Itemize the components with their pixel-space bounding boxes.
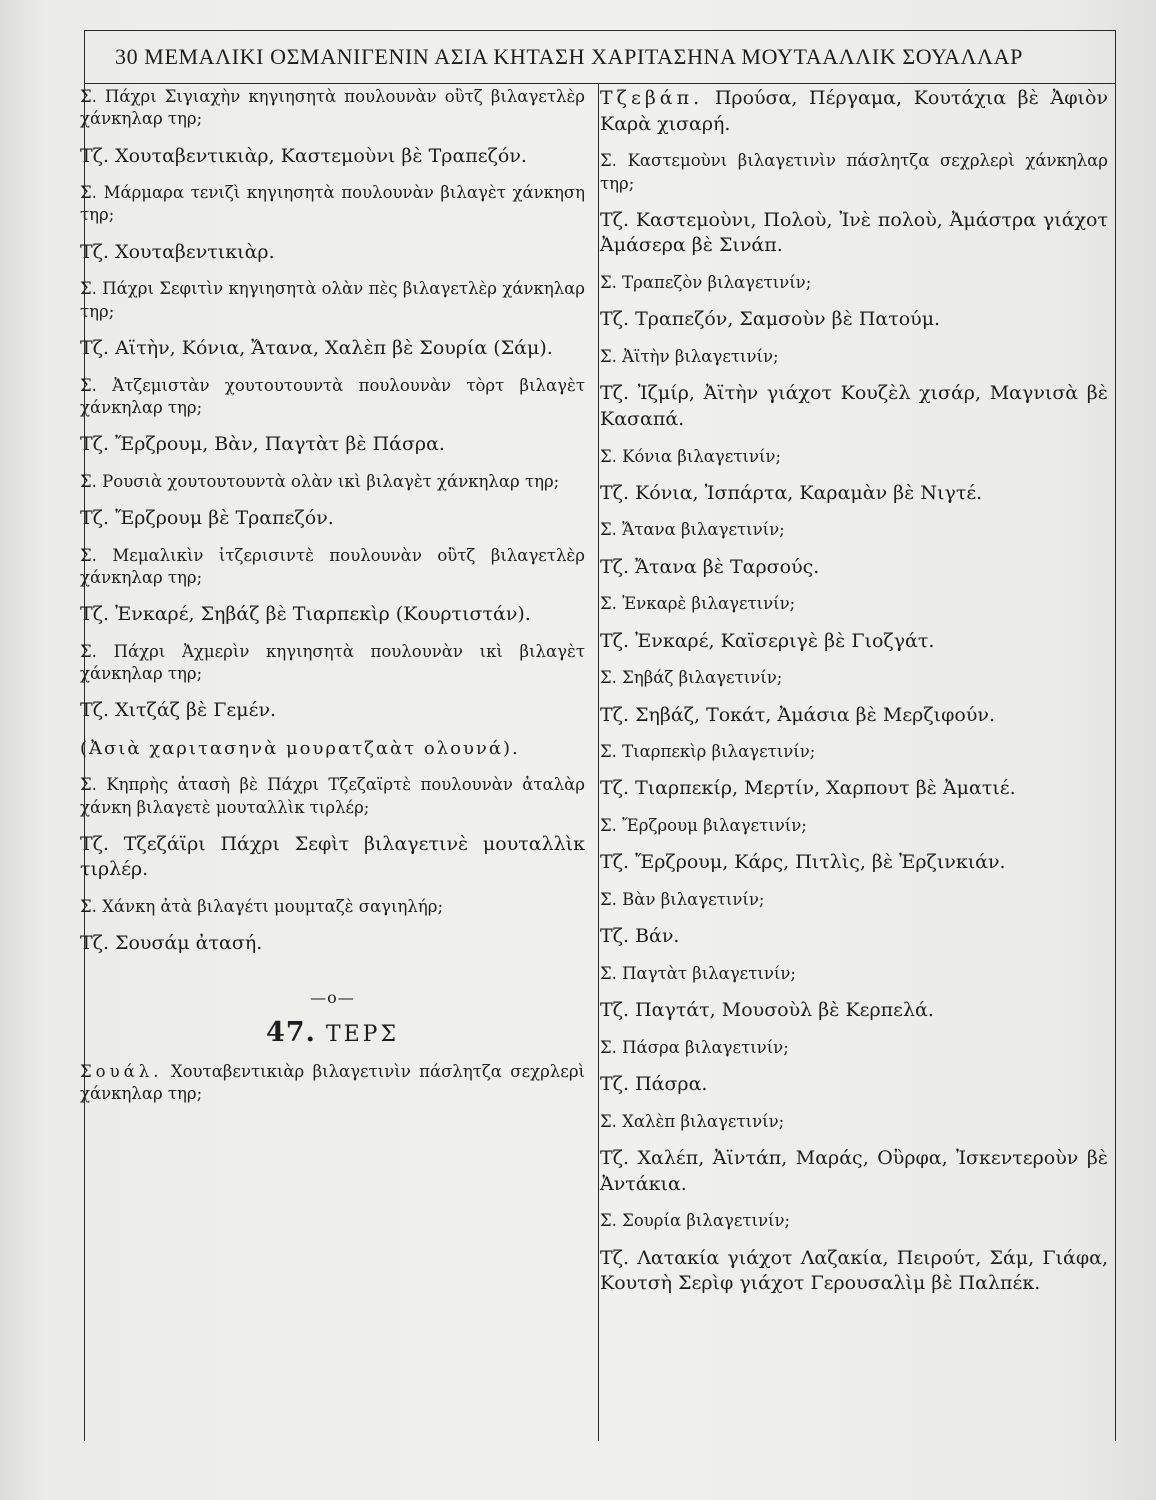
section-title: ΤΕΡΣ (325, 1021, 400, 1047)
answer-entry (600, 481, 1108, 507)
left-column (80, 86, 585, 1119)
question-label: Σ. (80, 87, 97, 106)
answer-text: Παγτάτ, Μουσοὺλ βὲ Κερπελά. (635, 999, 934, 1022)
question-label: Σ. (600, 347, 617, 366)
question-entry (80, 375, 585, 420)
answer-text: Σηβάζ, Τοκάτ, Ἀμάσια βὲ Μερζιφούν. (635, 703, 995, 726)
answer-text: Ἔρζρουμ βὲ Τραπεζόν. (115, 506, 334, 529)
answer-entry (600, 208, 1108, 259)
answer-text: Ἔρζρουμ, Κάρς, Πιτλὶς, βὲ Ἐρζινκιάν. (635, 851, 1006, 874)
answer-entry (600, 1072, 1108, 1098)
answer-entry (600, 307, 1108, 333)
question-text: Τραπεζὸν βιλαγετινίν; (622, 273, 812, 293)
question-text: Πάχρι Σεφιτὶν κηγιησητὰ ολὰν πὲς βιλαγετλὲρ χάνκηλαρ τηρ; (80, 279, 585, 321)
answer-text: Ἰζμίρ, Ἀϊτὴν γιάχοτ Κουζὲλ χισάρ, Μαγνισὰ βὲ Κασαπά. (600, 382, 1108, 430)
answer-label: Τζ. (80, 144, 110, 167)
lead-answer-label: Τζεβάπ. (600, 87, 704, 109)
answer-entry (600, 998, 1108, 1024)
section-heading (80, 1015, 585, 1051)
question-entry (600, 446, 1108, 468)
question-entry (600, 593, 1108, 615)
question-label: Σ. (80, 279, 97, 299)
answer-label: Τζ. (600, 999, 630, 1022)
question-entry (600, 741, 1108, 763)
left-qa-list (80, 86, 585, 724)
question-text: Παγτὰτ βιλαγετινίν; (622, 963, 796, 983)
question-text: Ἔρζρουμ βιλαγετινίν; (622, 816, 807, 836)
answer-text: Ἐνκαρέ, Καϊσεριγὲ βὲ Γιοζγάτ. (635, 629, 935, 652)
question-label: Σ. (600, 1037, 617, 1057)
left-qa-list-2 (80, 774, 585, 957)
question-label: Σ. (600, 446, 617, 466)
answer-entry (600, 629, 1108, 655)
closing-question-label: Σουάλ. (80, 1061, 163, 1081)
question-entry (600, 150, 1108, 195)
question-entry (600, 346, 1108, 368)
answer-label: Τζ. (600, 208, 630, 231)
question-label: Σ. (80, 897, 97, 917)
question-entry (80, 545, 585, 590)
answer-text: Χουταβεντικιὰρ. (115, 240, 275, 263)
answer-label: Τζ. (600, 308, 630, 331)
answer-label: Τζ. (80, 336, 110, 359)
question-label: Σ. (600, 1111, 617, 1131)
question-label: Σ. (600, 963, 617, 983)
question-entry (80, 774, 585, 819)
answer-text: Χουταβεντικιὰρ, Καστεμοὺνι βὲ Τραπεζόν. (115, 144, 527, 167)
question-label: Σ. (600, 594, 617, 614)
question-text: Χάνκη ἀτὰ βιλαγέτι μουμταζὲ σαγιηλήρ; (102, 897, 443, 917)
closing-question-text: Χουταβεντικιὰρ βιλαγετινὶν πάσλητζα σεχρλερὶ χάνκηλαρ τηρ; (80, 1061, 585, 1104)
question-text: Πάχρι Σιγιαχὴν κηγιησητὰ πουλουνὰν οὒτζ βιλαγετλὲρ χάνκηλαρ τηρ; (80, 87, 585, 129)
answer-entry (600, 1246, 1108, 1297)
question-label: Σ. (600, 668, 617, 688)
answer-text: Αϊτὴν, Κόνια, Ἄτανα, Χαλὲπ βὲ Σουρία (Σάμ). (115, 336, 553, 359)
answer-label: Τζ. (80, 240, 110, 263)
question-entry (600, 272, 1108, 294)
question-entry (600, 1111, 1108, 1133)
question-label: Σ. (600, 889, 617, 909)
question-entry (600, 1210, 1108, 1232)
answer-entry (600, 1146, 1108, 1197)
lead-answer-text: Προύσα, Πέργαμα, Κουτάχια βὲ Ἀφιὸν Καρὰ χισαρή. (600, 87, 1108, 135)
question-text: Σουρία βιλαγετινίν; (622, 1211, 791, 1231)
answer-entry (600, 776, 1108, 802)
answer-label: Τζ. (600, 1146, 630, 1169)
question-label: Σ. (80, 545, 97, 565)
answer-entry (80, 698, 585, 724)
question-entry (80, 641, 585, 686)
question-label: Σ. (80, 471, 97, 491)
question-entry (600, 963, 1108, 985)
question-text: Χαλὲπ βιλαγετινίν; (622, 1111, 785, 1131)
answer-entry (80, 506, 585, 532)
question-entry (600, 667, 1108, 689)
answer-label: Τζ. (600, 629, 630, 652)
answer-text: Χαλέπ, Ἀϊντάπ, Μαράς, Οὒρφα, Ἰσκεντεροὺν βὲ Ἀντάκια. (600, 1146, 1108, 1195)
answer-entry (80, 602, 585, 628)
question-label: Σ. (80, 775, 97, 795)
question-label: Σ. (600, 151, 617, 171)
answer-entry (80, 931, 585, 957)
answer-entry (600, 924, 1108, 950)
answer-text: Κόνια, Ἰσπάρτα, Καραμὰν βὲ Νιγτέ. (635, 481, 983, 504)
answer-label: Τζ. (80, 506, 110, 529)
question-text: Πάσρα βιλαγετινίν; (622, 1037, 789, 1057)
answer-label: Τζ. (80, 433, 110, 456)
question-entry (600, 815, 1108, 837)
answer-label: Τζ. (80, 699, 110, 722)
answer-label: Τζ. (600, 1246, 630, 1269)
answer-text: Τραπεζόν, Σαμσοὺν βὲ Πατούμ. (635, 308, 941, 331)
closing-question (80, 1061, 585, 1106)
answer-text: Τζεζάϊρι Πάχρι Σεφὶτ βιλαγετινὲ μουταλλὶκ τιρλέρ. (80, 832, 585, 881)
atlas-note: (Ἀσιὰ χαριτασηνὰ μουρατζαὰτ ολουνά). (80, 737, 520, 759)
question-text: Ἀϊτὴν βιλαγετινίν; (622, 347, 779, 366)
answer-entry (600, 850, 1108, 876)
answer-label: Τζ. (600, 1073, 630, 1096)
answer-entry (600, 381, 1108, 432)
question-text: Ρουσιὰ χουτουτουντὰ ολὰν ικὶ βιλαγὲτ χάνκηλαρ τηρ; (102, 471, 560, 491)
answer-text: Καστεμοὺνι, Πολοὺ, Ἰνὲ πολοὺ, Ἀμάστρα γιάχοτ Ἀμάσερα βὲ Σινάπ. (600, 208, 1108, 257)
answer-text: Ἄτανα βὲ Ταρσούς. (635, 555, 820, 578)
question-entry (600, 1037, 1108, 1059)
answer-text: Ἐνκαρέ, Σηβάζ βὲ Τιαρπεκὶρ (Κουρτιστάν). (115, 603, 531, 626)
answer-label: Τζ. (600, 382, 630, 405)
answer-label: Τζ. (80, 932, 110, 955)
right-qa-list (600, 150, 1108, 1297)
question-text: Βὰν βιλαγετινίν; (622, 889, 765, 909)
question-entry (80, 471, 585, 493)
answer-label: Τζ. (600, 555, 630, 578)
answer-label: Τζ. (80, 603, 110, 626)
question-label: Σ. (600, 520, 617, 540)
section-number: 47. (265, 1016, 316, 1048)
answer-entry (80, 832, 585, 883)
question-text: Κόνια βιλαγετινίν; (622, 446, 782, 466)
page-header-title: 30 ΜΕΜΑΛΙΚΙ ΟΣΜΑΝΙΓΕΝΙΝ ΑΣΙΑ ΚΗΤΑΣΗ ΧΑΡΙΤΑΣΗΝΑ ΜΟΥΤΑΑΛΛΙΚ ΣΟΥΑΛΛΑΡ (115, 44, 1023, 69)
answer-entry (80, 432, 585, 458)
question-text: Σηβάζ βιλαγετινίν; (622, 668, 783, 688)
answer-text: Βάν. (635, 925, 680, 948)
section-ornament: —ο— (310, 987, 355, 1007)
question-label: Σ. (600, 273, 617, 293)
answer-text: Ἔρζρουμ, Βὰν, Παγτὰτ βὲ Πάσρα. (115, 433, 445, 456)
question-entry (80, 896, 585, 918)
answer-text: Σουσάμ ἀτασή. (115, 932, 263, 955)
question-text: Καστεμοὺνι βιλαγετινὶν πάσλητζα σεχρλερὶ χάνκηλαρ τηρ; (600, 151, 1108, 193)
answer-entry (600, 555, 1108, 581)
answer-entry (80, 144, 585, 170)
answer-label: Τζ. (600, 703, 630, 726)
question-label: Σ. (80, 183, 97, 203)
question-text: Κηπρὴς ἀτασὴ βὲ Πάχρι Τζεζαϊρτὲ πουλουνὰν ἀταλὰρ χάνκη βιλαγετὲ μουταλλὶκ τιρλέρ; (80, 775, 586, 817)
question-entry (80, 86, 585, 131)
right-column (600, 86, 1108, 1310)
question-text: Τιαρπεκὶρ βιλαγετινίν; (622, 742, 816, 762)
question-label: Σ. (80, 641, 97, 661)
answer-entry (600, 703, 1108, 729)
question-text: Μεμαλικὶν ἰτζερισιντὲ πουλουνὰν οὒτζ βιλαγετλὲρ χάνκηλαρ τηρ; (80, 545, 585, 587)
answer-text: Τιαρπεκίρ, Μερτίν, Χαρπουτ βὲ Ἀματιέ. (635, 777, 1016, 800)
answer-text: Πάσρα. (635, 1073, 708, 1096)
question-label: Σ. (600, 816, 617, 836)
answer-label: Τζ. (600, 851, 630, 874)
question-text: Ἀτζεμιστὰν χουτουτουντὰ πουλουνὰν τὸρτ βιλαγὲτ χάνκηλαρ τηρ; (80, 375, 585, 417)
answer-label: Τζ. (600, 777, 630, 800)
page-header (85, 31, 1115, 84)
lead-answer (600, 86, 1108, 137)
answer-label: Τζ. (600, 925, 630, 948)
answer-entry (80, 336, 585, 362)
question-entry (600, 519, 1108, 541)
question-text: Ἄτανα βιλαγετινίν; (622, 520, 785, 540)
answer-label: Τζ. (600, 481, 630, 504)
question-text: Πάχρι Ἀχμερὶν κηγιησητὰ πουλουνὰν ικὶ βιλαγὲτ χάνκηλαρ τηρ; (80, 641, 585, 684)
answer-text: Χιτζάζ βὲ Γεμέν. (115, 699, 277, 722)
answer-entry (80, 240, 585, 266)
question-entry (80, 182, 585, 227)
question-entry (600, 889, 1108, 911)
question-label: Σ. (600, 742, 617, 762)
question-entry (80, 278, 585, 323)
answer-text: Λατακία γιάχοτ Λαζακία, Πειρούτ, Σάμ, Γιάφα, Κουτσὴ Σερὶφ γιάχοτ Γερουσαλὶμ βὲ Παλπέκ. (600, 1246, 1108, 1295)
question-label: Σ. (600, 1211, 617, 1231)
column-divider (598, 83, 599, 1441)
question-text: Ἐνκαρὲ βιλαγετινίν; (622, 594, 796, 614)
question-text: Μάρμαρα τενιζὶ κηγιησητὰ πουλουνὰν βιλαγὲτ χάνκηση τηρ; (80, 183, 585, 225)
answer-label: Τζ. (80, 832, 110, 855)
question-label: Σ. (80, 375, 97, 395)
